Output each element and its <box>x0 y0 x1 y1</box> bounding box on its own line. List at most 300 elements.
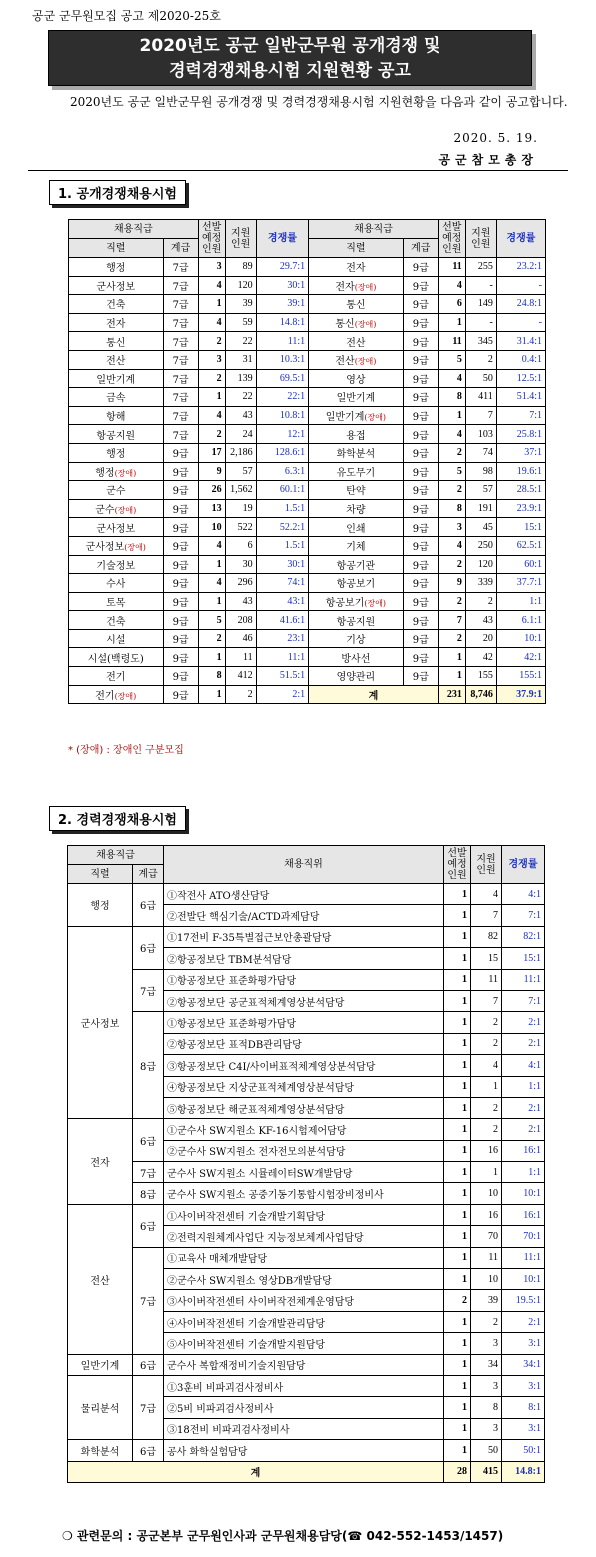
col-ratio: 경쟁률 <box>256 220 308 258</box>
col-applicants-right: 지원 인원 <box>465 220 496 258</box>
applicants: 57 <box>225 462 256 481</box>
job-name: 전산 <box>335 356 355 368</box>
grade: 9급 <box>403 481 438 500</box>
duty: ②항공정보단 TBM분석담당 <box>164 948 444 969</box>
applicants: - <box>465 313 496 332</box>
table-row <box>69 350 546 369</box>
ratio: 2:1 <box>256 685 308 704</box>
left-job <box>69 369 164 388</box>
job-name: 건축 <box>106 616 126 628</box>
planned: 1 <box>444 1440 471 1461</box>
job-name: 인쇄 <box>346 523 366 535</box>
ratio: 41.6:1 <box>256 611 308 630</box>
ratio: 60.1:1 <box>256 481 308 500</box>
applicants: 411 <box>465 388 496 407</box>
right-job <box>309 388 404 407</box>
col2-ratio: 경쟁률 <box>502 846 545 884</box>
right-job <box>309 443 404 462</box>
job: 전자 <box>68 1119 133 1205</box>
grade: 7급 <box>163 425 198 444</box>
col2-planned: 선발 예정 인원 <box>444 846 471 884</box>
left-job <box>69 462 164 481</box>
grade: 6급 <box>133 1354 164 1375</box>
ratio: 19.6:1 <box>496 462 545 481</box>
job-name: 군사정보 <box>85 542 125 554</box>
grade: 9급 <box>403 388 438 407</box>
planned: 1 <box>198 685 225 704</box>
grade: 7급 <box>163 258 198 277</box>
job-name: 기상 <box>346 635 366 647</box>
applicants: 8 <box>471 1397 502 1418</box>
grade: 9급 <box>163 574 198 593</box>
planned: 3 <box>438 518 465 537</box>
table-row <box>69 592 546 611</box>
grade: 6급 <box>133 926 164 969</box>
right-job <box>309 518 404 537</box>
table-row <box>69 667 546 686</box>
grade: 9급 <box>163 629 198 648</box>
grade: 9급 <box>403 369 438 388</box>
ratio: 10.3:1 <box>256 350 308 369</box>
job-name: 군수 <box>106 486 126 498</box>
ratio: 12:1 <box>256 425 308 444</box>
ratio: 25.8:1 <box>496 425 545 444</box>
table-row <box>68 1204 545 1225</box>
left-job <box>69 332 164 351</box>
duty: ⑤항공정보단 해군표적체계영상분석담당 <box>164 1097 444 1118</box>
applicants: 16 <box>471 1204 502 1225</box>
planned: 1 <box>444 1204 471 1225</box>
title-line-1: 2020년도 공군 일반군무원 공개경쟁 및 <box>139 36 441 56</box>
ratio: 23:1 <box>256 629 308 648</box>
applicants: 2 <box>465 592 496 611</box>
grade: 9급 <box>403 667 438 686</box>
disability-tag: (장애) <box>114 506 137 516</box>
grade: 9급 <box>163 648 198 667</box>
ratio: 51.4:1 <box>496 388 545 407</box>
ratio: 19.5:1 <box>502 1290 545 1311</box>
job-name: 차량 <box>346 505 366 517</box>
grade: 9급 <box>403 648 438 667</box>
grade: 9급 <box>163 592 198 611</box>
duty: 군수사 SW지원소 시뮬레이터SW개발담당 <box>164 1162 444 1183</box>
table-row <box>69 258 546 277</box>
col-grade: 계급 <box>163 239 198 258</box>
planned: 5 <box>438 462 465 481</box>
left-job <box>69 648 164 667</box>
applicants: 3 <box>471 1333 502 1354</box>
job-name: 토목 <box>106 597 126 609</box>
right-job <box>309 425 404 444</box>
grade: 7급 <box>163 388 198 407</box>
planned: 10 <box>198 518 225 537</box>
col2-applicants: 지원 인원 <box>471 846 502 884</box>
applicants: 10 <box>471 1269 502 1290</box>
job-name: 통신 <box>346 300 366 312</box>
career-competition-table <box>67 845 545 1483</box>
job-name: 기체 <box>346 542 366 554</box>
disability-tag: (장애) <box>114 691 137 701</box>
disability-note: * (장애) : 장애인 구분모집 <box>68 745 184 756</box>
applicants: 19 <box>225 499 256 518</box>
job: 군사정보 <box>68 926 133 1119</box>
planned: 2 <box>198 369 225 388</box>
signer: 공군참모총장 <box>438 153 538 167</box>
grade: 9급 <box>403 518 438 537</box>
total-planned: 231 <box>438 685 465 704</box>
grade: 6급 <box>133 1119 164 1162</box>
applicants: 208 <box>225 611 256 630</box>
applicants: 10 <box>471 1183 502 1204</box>
applicants: 39 <box>225 295 256 314</box>
col-planned-right: 선발 예정 인원 <box>438 220 465 258</box>
planned: 2 <box>438 555 465 574</box>
applicants: 3 <box>471 1418 502 1439</box>
applicants: 2 <box>225 685 256 704</box>
planned: 1 <box>444 1247 471 1268</box>
duty: ①작전사 ATO생산담당 <box>164 884 444 905</box>
duty: ②항공정보단 공군표적체계영상분석담당 <box>164 990 444 1011</box>
applicants: 43 <box>225 592 256 611</box>
grade: 9급 <box>403 574 438 593</box>
applicants: 98 <box>465 462 496 481</box>
left-job <box>69 313 164 332</box>
col2-grade: 계급 <box>133 865 164 884</box>
table-row <box>69 518 546 537</box>
planned: 1 <box>444 1076 471 1097</box>
section-2-title: 2. 경력경쟁채용시험 <box>49 806 186 831</box>
applicants: 2,186 <box>225 443 256 462</box>
ratio: 82:1 <box>502 926 545 947</box>
job-name: 항공기관 <box>336 560 376 572</box>
ratio: 10:1 <box>502 1269 545 1290</box>
ratio: 29.7:1 <box>256 258 308 277</box>
right-job <box>309 667 404 686</box>
ratio: 11:1 <box>502 1247 545 1268</box>
grade: 9급 <box>403 332 438 351</box>
grade: 7급 <box>133 1247 164 1354</box>
planned: 2 <box>438 481 465 500</box>
planned: 26 <box>198 481 225 500</box>
right-job <box>309 499 404 518</box>
planned: 4 <box>198 574 225 593</box>
table-row <box>69 295 546 314</box>
duty: ②전력지원체계사업단 지능정보체계사업담당 <box>164 1226 444 1247</box>
duty: ④사이버작전센터 기술개발관리담당 <box>164 1311 444 1332</box>
duty: ②항공정보단 표적DB관리담당 <box>164 1033 444 1054</box>
planned: 2 <box>198 425 225 444</box>
ratio: 43:1 <box>256 592 308 611</box>
grade: 7급 <box>163 313 198 332</box>
col-grade-right: 계급 <box>403 239 438 258</box>
ratio: 2:1 <box>502 1097 545 1118</box>
planned: 2 <box>444 1290 471 1311</box>
planned: 4 <box>198 536 225 555</box>
ratio: 39:1 <box>256 295 308 314</box>
planned: 1 <box>444 948 471 969</box>
applicants: 7 <box>471 905 502 926</box>
table-row <box>69 406 546 425</box>
planned: 1 <box>444 1055 471 1076</box>
planned: 4 <box>198 406 225 425</box>
left-job <box>69 499 164 518</box>
ratio: 14.8:1 <box>256 313 308 332</box>
job-name: 항공지원 <box>336 616 376 628</box>
table-row <box>68 884 545 905</box>
table-row <box>69 313 546 332</box>
right-job <box>309 369 404 388</box>
planned: 4 <box>438 369 465 388</box>
applicants: 16 <box>471 1140 502 1161</box>
grade: 7급 <box>163 350 198 369</box>
applicants: 42 <box>465 648 496 667</box>
grade: 9급 <box>163 536 198 555</box>
ratio: 10:1 <box>496 629 545 648</box>
left-job <box>69 258 164 277</box>
job: 물리분석 <box>68 1375 133 1439</box>
job-name: 전산 <box>106 356 126 368</box>
ratio: 1.5:1 <box>256 499 308 518</box>
applicants: 1,562 <box>225 481 256 500</box>
job-name: 화학분석 <box>336 449 376 461</box>
ratio: - <box>496 313 545 332</box>
planned: 1 <box>444 1269 471 1290</box>
applicants: 89 <box>225 258 256 277</box>
table-row <box>69 332 546 351</box>
ratio: 1.5:1 <box>256 536 308 555</box>
applicants: 11 <box>471 969 502 990</box>
duty: ②전발단 핵심기술/ACTD과제담당 <box>164 905 444 926</box>
table-row <box>69 536 546 555</box>
disability-tag: (장애) <box>354 282 377 292</box>
planned: 2 <box>438 592 465 611</box>
job-name: 통신 <box>335 319 355 331</box>
table-row <box>68 926 545 947</box>
applicants: 3 <box>471 1375 502 1396</box>
planned: 2 <box>438 629 465 648</box>
applicants: 7 <box>471 990 502 1011</box>
disability-tag: (장애) <box>354 320 377 330</box>
grade: 9급 <box>403 611 438 630</box>
grade: 9급 <box>403 462 438 481</box>
table-row <box>69 481 546 500</box>
grade: 9급 <box>163 555 198 574</box>
open-competition-table <box>68 219 546 704</box>
ratio: 62.5:1 <box>496 536 545 555</box>
ratio: 11:1 <box>256 332 308 351</box>
col-applicants: 지원 인원 <box>225 220 256 258</box>
disability-tag: (장애) <box>124 543 146 553</box>
applicants: 412 <box>225 667 256 686</box>
planned: 1 <box>444 1183 471 1204</box>
planned: 3 <box>198 258 225 277</box>
planned: 1 <box>444 884 471 905</box>
planned: 5 <box>438 350 465 369</box>
job-name: 유도무기 <box>336 467 376 479</box>
planned: 2 <box>438 443 465 462</box>
applicants: 57 <box>465 481 496 500</box>
col2-category: 채용직급 <box>68 846 164 865</box>
table-row <box>69 611 546 630</box>
ratio: 74:1 <box>256 574 308 593</box>
job-name: 전자 <box>335 281 355 293</box>
table-row <box>69 629 546 648</box>
ratio: 155:1 <box>496 667 545 686</box>
ratio: 6.1:1 <box>496 611 545 630</box>
grade: 6급 <box>133 1440 164 1461</box>
divider <box>28 170 568 171</box>
disability-tag: (장애) <box>364 413 387 423</box>
applicants: 20 <box>465 629 496 648</box>
table-row <box>69 388 546 407</box>
left-job <box>69 555 164 574</box>
planned: 4 <box>198 276 225 295</box>
applicants: 149 <box>465 295 496 314</box>
grade: 9급 <box>403 406 438 425</box>
applicants: 255 <box>465 258 496 277</box>
ratio: 8:1 <box>502 1397 545 1418</box>
applicants: - <box>465 276 496 295</box>
table-row <box>69 555 546 574</box>
notice-date: 2020. 5. 19. <box>453 131 538 145</box>
ratio: 2:1 <box>502 1012 545 1033</box>
job-name: 행정 <box>106 263 126 275</box>
table-row <box>68 1375 545 1396</box>
duty: ⑤사이버작전센터 기술개발지원담당 <box>164 1333 444 1354</box>
grade: 7급 <box>163 276 198 295</box>
grade: 9급 <box>163 685 198 704</box>
col-ratio-right: 경쟁률 <box>496 220 545 258</box>
total-ratio: 14.8:1 <box>502 1461 545 1482</box>
grade: 7급 <box>163 332 198 351</box>
left-job <box>69 629 164 648</box>
grade: 7급 <box>133 1162 164 1183</box>
table-row <box>68 1012 545 1033</box>
planned: 1 <box>444 1375 471 1396</box>
job-name: 용접 <box>346 430 366 442</box>
job-name: 일반기계 <box>96 374 136 386</box>
planned: 1 <box>444 1397 471 1418</box>
job-name: 방사선 <box>341 653 371 665</box>
applicants: 82 <box>471 926 502 947</box>
right-job <box>309 481 404 500</box>
grade: 9급 <box>403 629 438 648</box>
table-row <box>68 1440 545 1461</box>
col-job-right: 직렬 <box>309 239 404 258</box>
ratio: 7:1 <box>502 905 545 926</box>
planned: 1 <box>198 648 225 667</box>
ratio: 15:1 <box>496 518 545 537</box>
duty: ①사이버작전센터 기술개발기획담당 <box>164 1204 444 1225</box>
left-job <box>69 481 164 500</box>
applicants: 2 <box>471 1311 502 1332</box>
grade: 8급 <box>133 1183 164 1204</box>
duty: 공사 화학실험담당 <box>164 1440 444 1461</box>
applicants: 59 <box>225 313 256 332</box>
duty: ①항공정보단 표준화평가담당 <box>164 1012 444 1033</box>
table-row <box>69 462 546 481</box>
duty: ④항공정보단 지상군표적체계영상분석담당 <box>164 1076 444 1097</box>
applicants: 4 <box>471 884 502 905</box>
grade: 9급 <box>163 443 198 462</box>
job-name: 군사정보 <box>96 281 136 293</box>
right-job <box>309 536 404 555</box>
left-job <box>69 574 164 593</box>
left-job <box>69 388 164 407</box>
ratio: 30:1 <box>256 555 308 574</box>
planned: 1 <box>444 1311 471 1332</box>
left-job <box>69 685 164 704</box>
left-job <box>69 592 164 611</box>
right-job <box>309 592 404 611</box>
applicants: 50 <box>471 1440 502 1461</box>
grade: 9급 <box>163 611 198 630</box>
planned: 1 <box>444 1333 471 1354</box>
table-row <box>68 1354 545 1375</box>
left-job <box>69 667 164 686</box>
ratio: 42:1 <box>496 648 545 667</box>
table-row <box>69 648 546 667</box>
ratio: 70:1 <box>502 1226 545 1247</box>
job-name: 전자 <box>346 263 366 275</box>
grade: 9급 <box>403 295 438 314</box>
applicants: 6 <box>225 536 256 555</box>
grade: 9급 <box>163 518 198 537</box>
applicants: 103 <box>465 425 496 444</box>
applicants: 22 <box>225 332 256 351</box>
col-category-right: 채용직급 <box>309 220 439 239</box>
applicants: 74 <box>465 443 496 462</box>
planned: 9 <box>438 574 465 593</box>
applicants: 30 <box>225 555 256 574</box>
grade: 7급 <box>133 969 164 1012</box>
disability-tag: (장애) <box>364 598 387 608</box>
applicants: 7 <box>465 406 496 425</box>
right-job <box>309 629 404 648</box>
left-job <box>69 611 164 630</box>
table-row <box>69 443 546 462</box>
disability-tag: (장애) <box>114 468 137 478</box>
left-job <box>69 276 164 295</box>
planned: 1 <box>444 969 471 990</box>
ratio: 3:1 <box>502 1375 545 1396</box>
planned: 1 <box>438 648 465 667</box>
total-label: 계 <box>68 1461 444 1482</box>
table-row <box>68 1183 545 1204</box>
applicants: 2 <box>471 1033 502 1054</box>
ratio: 7:1 <box>502 990 545 1011</box>
applicants: 39 <box>471 1290 502 1311</box>
job: 일반기계 <box>68 1354 133 1375</box>
grade: 9급 <box>163 462 198 481</box>
ratio: 22:1 <box>256 388 308 407</box>
grade: 6급 <box>133 1204 164 1247</box>
ratio: 15:1 <box>502 948 545 969</box>
planned: 1 <box>444 1162 471 1183</box>
applicants: 1 <box>471 1162 502 1183</box>
left-job <box>69 295 164 314</box>
job-name: 통신 <box>106 337 126 349</box>
ratio: 16:1 <box>502 1140 545 1161</box>
table-row <box>69 425 546 444</box>
planned: 1 <box>198 555 225 574</box>
applicants: 15 <box>471 948 502 969</box>
right-job <box>309 555 404 574</box>
ratio: 37:1 <box>496 443 545 462</box>
right-job <box>309 295 404 314</box>
planned: 8 <box>438 499 465 518</box>
applicants: 45 <box>465 518 496 537</box>
